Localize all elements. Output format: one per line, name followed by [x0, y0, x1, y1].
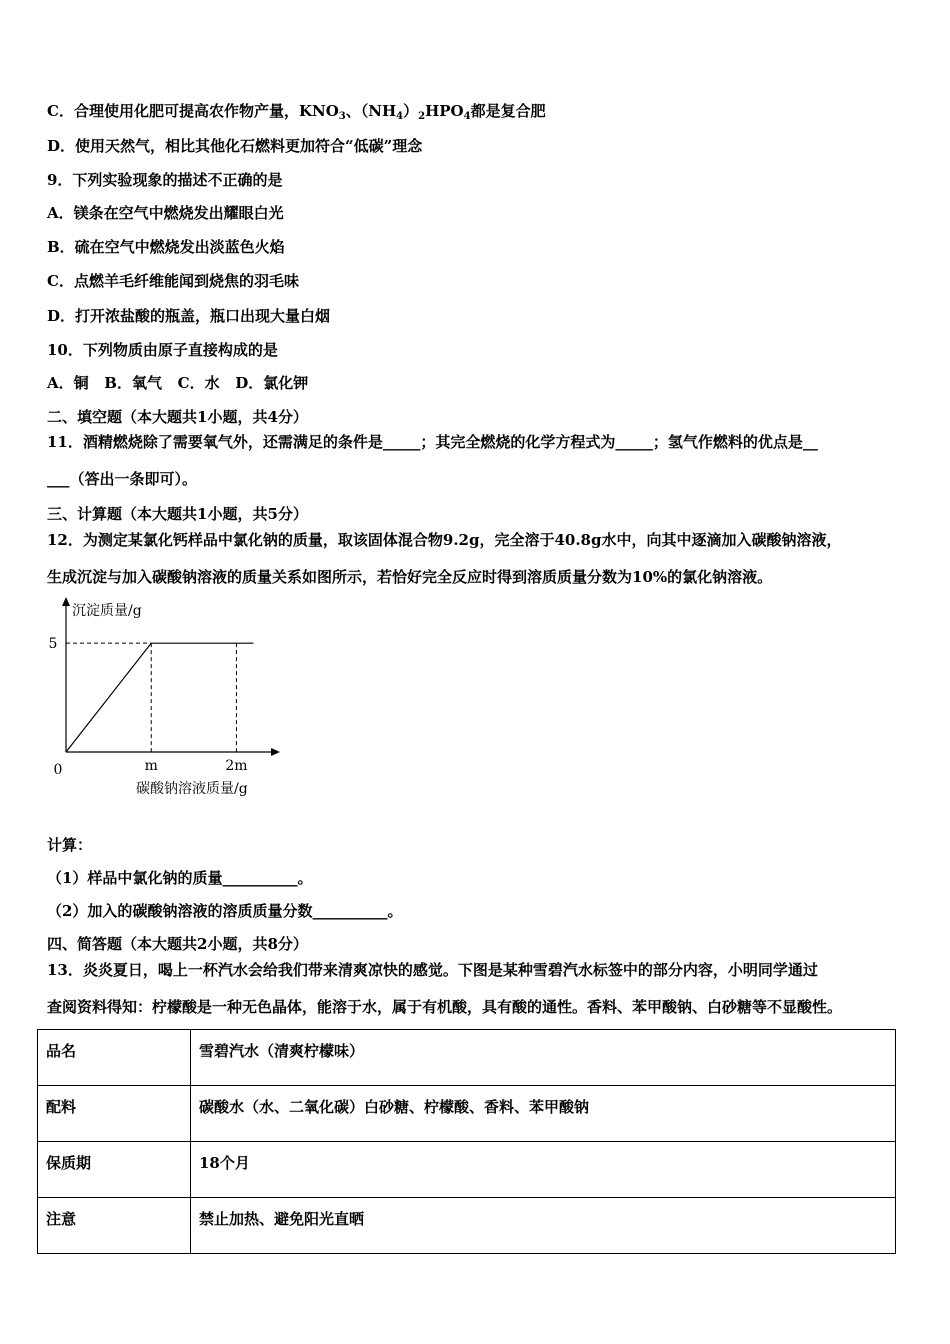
question-13-cont: 查阅资料得知：柠檬酸是一种无色晶体，能溶于水，属于有机酸，具有酸的通性。香料、苯甲酸钠、白砂糖等不显酸性。 [47, 998, 843, 1016]
series-line [66, 643, 253, 752]
calc-label: 计算： [47, 836, 93, 854]
question-10: 10．下列物质由原子直接构成的是 [47, 341, 278, 359]
section-calc: 三、计算题（本大题共1小题，共5分） [47, 505, 308, 523]
question-12-cont: 生成沉淀与加入碳酸钠溶液的质量关系如图所示，若恰好完全反应时得到溶质质量分数为10%的氯化钠溶液。 [47, 568, 773, 586]
option-c-fertilizer: C．合理使用化肥可提高农作物产量，$KNO_3$、$(NH_4)_2HPO_4$都是复合肥 [47, 102, 546, 122]
y-axis-label: 沉淀质量/g [72, 603, 142, 619]
origin-label: 0 [53, 762, 63, 778]
label-table [37, 1029, 896, 1254]
table-row: 保质期 18个月 [38, 1142, 896, 1198]
option-d-gas: D．使用天然气，相比其他化石燃料更加符合“低碳”理念 [47, 137, 423, 155]
calc-2: （2）加入的碳酸钠溶液的溶质质量分数__________。 [47, 902, 403, 920]
q9-option-a: A．镁条在空气中燃烧发出耀眼白光 [47, 204, 284, 222]
q9-option-b: B．硫在空气中燃烧发出淡蓝色火焰 [47, 238, 285, 256]
section-fill-in: 二、填空题（本大题共1小题，共4分） [47, 408, 308, 426]
question-9: 9．下列实验现象的描述不正确的是 [47, 171, 283, 189]
y-tick-label: 5 [48, 636, 58, 653]
x-tick-label: 2m [225, 758, 248, 774]
q10-options: A．铜 B．氧气 C．水 D．氯化钾 [47, 374, 309, 392]
x-axis-arrow-icon [271, 748, 280, 756]
section-short: 四、简答题（本大题共2小题，共8分） [47, 935, 308, 953]
q9-option-d: D．打开浓盐酸的瓶盖，瓶口出现大量白烟 [47, 307, 331, 325]
table-row: 注意 禁止加热、避免阳光直晒 [38, 1198, 896, 1254]
question-13: 13．炎炎夏日，喝上一杯汽水会给我们带来清爽凉快的感觉。下图是某种雪碧汽水标签中的部分内容，小明同学通过 [47, 961, 818, 979]
x-axis-label: 碳酸钠溶液质量/g [136, 781, 248, 797]
table-row: 品名 雪碧汽水（清爽柠檬味） [38, 1030, 896, 1086]
y-axis-arrow-icon [62, 597, 70, 606]
x-tick-label: m [144, 758, 158, 774]
question-11: 11．酒精燃烧除了需要氧气外，还需满足的条件是_____；其完全燃烧的化学方程式为_____；氢气作燃料的优点是__ [47, 433, 818, 451]
question-11-cont: ___（答出一条即可）。 [47, 470, 198, 488]
table-row: 配料 碳酸水（水、二氧化碳）白砂糖、柠檬酸、香料、苯甲酸钠 [38, 1086, 896, 1142]
q9-option-c: C．点燃羊毛纤维能闻到烧焦的羽毛味 [47, 272, 299, 290]
calc-1: （1）样品中氯化钠的质量__________。 [47, 869, 313, 887]
question-12: 12．为测定某氯化钙样品中氯化钠的质量，取该固体混合物9.2g，完全溶于40.8g水中，向其中逐滴加入碳酸钠溶液， [47, 531, 842, 549]
precipitate-chart [40, 595, 300, 805]
